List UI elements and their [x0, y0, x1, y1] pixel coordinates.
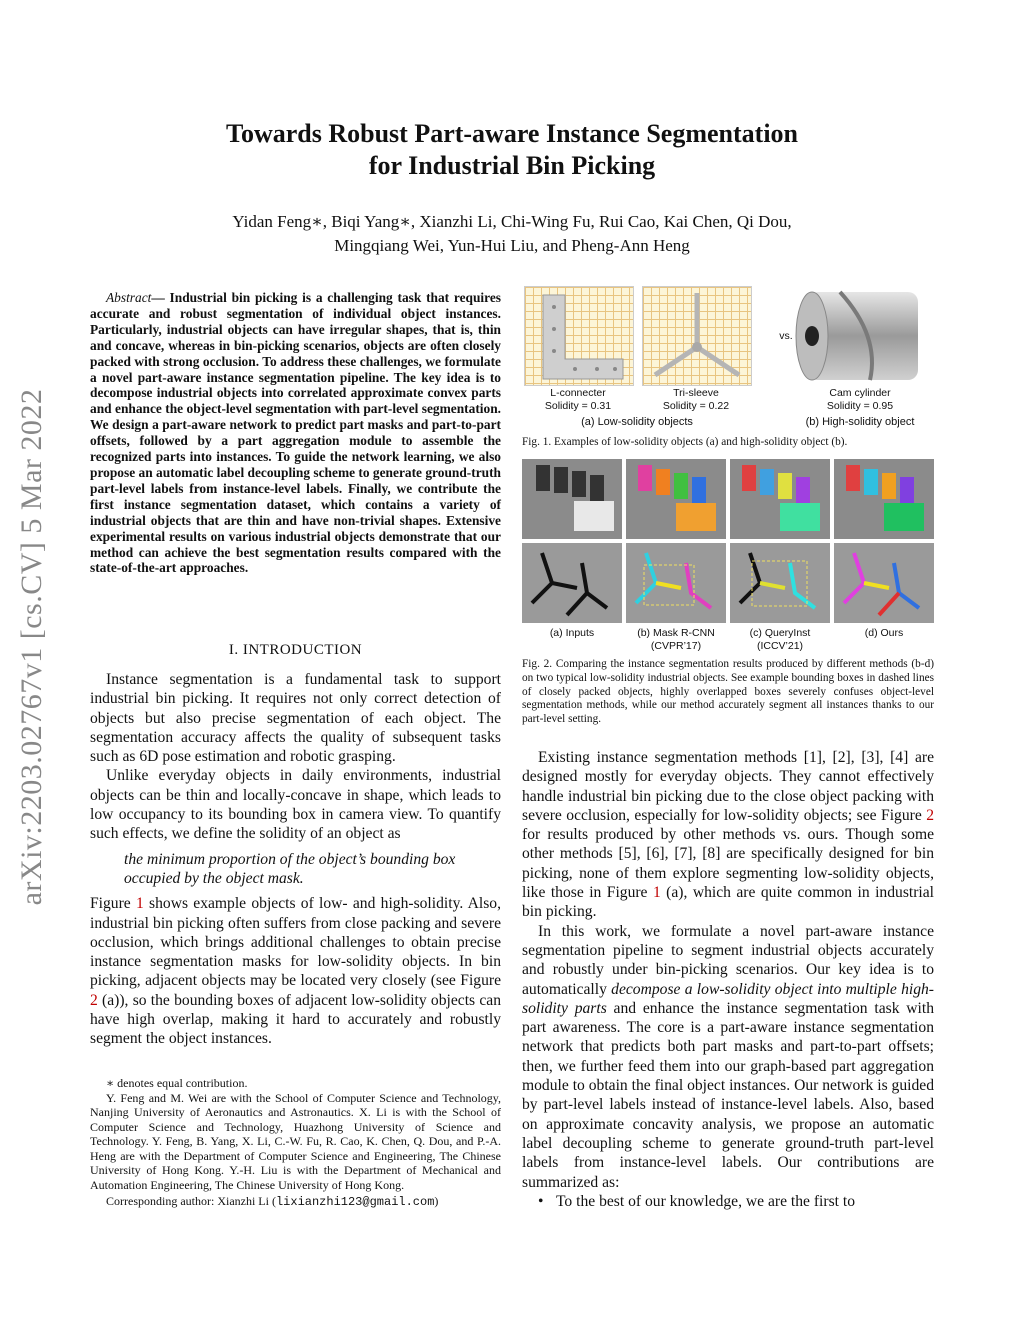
footnote-corresponding: [90, 1194, 501, 1210]
right-paragraph-1: [522, 748, 934, 922]
left-column-body: [90, 670, 501, 1049]
l-connecter-solidity: Solidity = 0.31: [544, 399, 612, 412]
fig2-queryinst-row2-icon: [730, 543, 830, 623]
vs-label: vs.: [779, 330, 793, 342]
bullet-1-text: To the best of our knowledge, we are the first to: [556, 1192, 855, 1210]
fig2-maskrcnn-row2-icon: [626, 543, 726, 623]
rp2-emphasis: decompose a low-solidity object into multiple high-solidity parts: [522, 980, 934, 1017]
fig2-maskrcnn-row2: [626, 543, 726, 623]
intro-paragraph-3: [90, 894, 501, 1048]
figure-2-ref[interactable]: 2: [90, 991, 98, 1009]
abstract-label: Abstract: [106, 290, 152, 305]
figure-1-ref-right[interactable]: 1: [652, 884, 661, 902]
fig2-queryinst-row1-icon: [730, 459, 830, 539]
fig2-queryinst-row2: [730, 543, 830, 623]
tri-sleeve-icon: [643, 287, 751, 385]
figure-2-ref-right[interactable]: 2: [926, 806, 934, 824]
tri-sleeve-image: [642, 286, 752, 386]
figure-2: [522, 459, 934, 624]
rp2-text-b: and enhance the instance segmentation task with part awareness. The core is a part-aware instance segmentation network that predicts both part masks and part-to-part offsets; then, we further feed them into our graph-based part aggregation module to obtain the final object instances. Our network is guided by part-level labels instead of instance-level labels. Also, based on approximate concavity analysis, we propose an automatic label decoupling scheme to generate ground-truth part-level labels from instance-level labels. Our contributions are summarized as:: [522, 999, 934, 1191]
fig2-input-row1: [522, 459, 622, 539]
fig1-caption: Fig. 1. Examples of low-solidity objects (a) and high-solidity object (b).: [522, 436, 848, 448]
fig2-label-d: (d) Ours: [864, 627, 904, 639]
fig2-caption: Fig. 2. Comparing the instance segmentation results produced by different methods (b-d) on two typical low-solidity industrial objects. See example bounding boxes in dashed lines of closely packed objects, highly overlapped boxes severely confuses object-level segmentation methods, while our method accurately segment all instances thanks to our part-level setting.: [522, 658, 934, 726]
figure-1-ref[interactable]: 1: [135, 895, 144, 913]
p3-text-a: Figure: [90, 895, 136, 913]
authors-line-2: Mingqiang Wei, Yun-Hui Liu, and Pheng-Ann Heng: [334, 236, 690, 255]
cam-cylinder-label: [790, 387, 930, 412]
fig2-input-row2-icon: [522, 543, 622, 623]
fig2-maskrcnn-row1-icon: [626, 459, 726, 539]
rp1-text-a: Existing instance segmentation methods [1], [2], [3], [4] are designed mostly for everyday objects. They cannot effectively handle industrial bin picking due to the close object packing with severe occlusion, especially for low-solidity objects; see Figure: [522, 749, 934, 824]
footnote-affiliations: Y. Feng and M. Wei are with the School of Computer Science and Technology, Nanjing University of Aeronautics and Astronautics. X. Li is with the School of Computer Science and Technology, Huazhong University of Science and Technology. Y. Feng, B. Yang, X. Li, C.-W. Fu, R. Cao, K. Chen, Q. Dou, and P.-A. Heng are with the Department of Computer Science and Engineering, The Chinese University of Hong Kong. Y.-H. Liu is with the Department of Mechanical and Automation Engineering, The Chinese University of Hong Kong.: [90, 1090, 501, 1192]
l-connecter-image: [524, 286, 634, 386]
fig2-ours-row2: [834, 543, 934, 623]
tri-sleeve-name: Tri-sleeve: [673, 387, 719, 399]
footnotes: [90, 1076, 501, 1210]
paper-title: [0, 118, 1024, 182]
fig2-maskrcnn-row1: [626, 459, 726, 539]
p3-text-c: (a)), so the bounding boxes of adjacent low-solidity objects can have high overlap, making it hard to accurately and robustly segment the object instances.: [90, 991, 501, 1048]
fig2-label-c-line1: (c) QueryInst: [749, 627, 811, 639]
fig2-label-a: (a) Inputs: [549, 627, 595, 639]
rp1-text-b: for results produced by other methods vs. ours. Though some other methods [5], [6], [7], [8] are specifically designed for bin picking, none of them explore segmenting low-solidity objects, like those in Figure: [522, 826, 934, 902]
fig2-label-c: [730, 627, 830, 652]
cam-cylinder-image: [790, 286, 930, 384]
tri-sleeve-label: [642, 387, 750, 412]
fig2-label-b-line1: (b) Mask R-CNN: [637, 627, 715, 639]
right-paragraph-2: [522, 922, 934, 1192]
rp2-text-a: In this work, we formulate a novel part-aware instance segmentation pipeline to segment industrial objects accurately and robustly under bin-picking scenarios. Our key idea is to automatically: [522, 922, 934, 998]
fig2-ours-row2-icon: [834, 543, 934, 623]
p3-text-b: shows example objects of low- and high-solidity. Also, industrial bin picking often suffers from close packing and severe occlusion, which brings additional challenges to obtain precise instance segmentation masks for low-solidity objects. In bin picking, adjacent objects may be located very closely (see Figure: [90, 895, 501, 990]
l-connecter-name: L-connecter: [550, 387, 606, 399]
contribution-bullet-1: [538, 1192, 934, 1211]
cam-cylinder-solidity: Solidity = 0.95: [826, 399, 894, 412]
l-connecter-icon: [525, 287, 633, 385]
intro-paragraph-2: Unlike everyday objects in daily environments, industrial objects can be thin and locally-concave in shape, which leads to low occupancy to its bounding box in camera view. To quantify such effects, we define the solidity of an object as: [90, 767, 501, 843]
fig2-label-b-line2: (CVPR’17): [650, 639, 702, 652]
l-connecter-label: [524, 387, 632, 412]
cam-cylinder-icon: [790, 286, 930, 384]
fig2-queryinst-row1: [730, 459, 830, 539]
solidity-definition: the minimum proportion of the object’s bounding box occupied by the object mask.: [124, 850, 456, 887]
abstract-text: — Industrial bin picking is a challenging task that requires accurate and robust segmentation of individual object instances. Particularly, industrial objects can have irregular shapes, that is, thin and concave, whereas in bin-picking scenarios, objects are often closely packed with strong occlusion. To address these challenges, we formulate a novel part-aware instance segmentation pipeline. The key idea is to decompose industrial objects into correlated approximate convex parts and enhance the object-level segmentation with part-level segmentation. We design a part-aware network to predict part masks and part-to-part offsets, followed by a part aggregation module to assemble the recognized parts into instances. To guide the network learning, we also propose an automatic label decoupling scheme to generate ground-truth part-level labels from instance-level labels. Finally, we contribute the first instance segmentation dataset, which contains a variety of industrial objects that are thin and have non-trivial shapes. Extensive experimental results on various industrial objects demonstrate that our method can achieve the best segmentation results compared with the state-of-the-art approaches.: [90, 290, 501, 576]
tri-sleeve-solidity: Solidity = 0.22: [662, 399, 730, 412]
intro-paragraph-1: Instance segmentation is a fundamental task to support industrial bin picking. It requires not only correct detection of objects but also precise segmentation of each object. The segmentation accuracy affects the quality of subsequent tasks such as 6D pose estimation and robotic grasping.: [90, 671, 501, 766]
fig2-label-c-line2: (ICCV’21): [756, 639, 804, 652]
authors-line-1: Yidan Feng∗, Biqi Yang∗, Xianzhi Li, Chi-Wing Fu, Rui Cao, Kai Chen, Qi Dou,: [232, 212, 792, 231]
fig1-subcaption-b: (b) High-solidity object: [805, 416, 915, 428]
fig2-input-row1-icon: [522, 459, 622, 539]
corresponding-label: Corresponding author: Xianzhi Li (: [106, 1194, 276, 1208]
fig2-ours-row1: [834, 459, 934, 539]
title-line-2: for Industrial Bin Picking: [368, 151, 656, 180]
figure-1: [522, 284, 934, 434]
fig2-ours-row1-icon: [834, 459, 934, 539]
corresponding-end: ): [434, 1194, 439, 1208]
arxiv-stamp: arXiv:2203.02767v1 [cs.CV] 5 Mar 2022: [15, 388, 48, 906]
corresponding-email[interactable]: lixianzhi123@gmail.com: [275, 1195, 435, 1209]
abstract: [90, 290, 501, 576]
fig1-subcaption-a: (a) Low-solidity objects: [581, 416, 693, 428]
fig2-label-b: [626, 627, 726, 652]
footnote-equal-contribution: ∗ denotes equal contribution.: [106, 1076, 248, 1090]
fig2-input-row2: [522, 543, 622, 623]
bullet-icon: •: [538, 1192, 544, 1210]
cam-cylinder-name: Cam cylinder: [829, 387, 891, 399]
right-column-body: [522, 748, 934, 1211]
rp1-text-c: (a), which are quite common in industrial bin picking.: [522, 884, 934, 921]
title-line-1: Towards Robust Part-aware Instance Segmentation: [226, 119, 798, 148]
author-list: [0, 210, 1024, 258]
section-heading: I. INTRODUCTION: [228, 642, 363, 658]
